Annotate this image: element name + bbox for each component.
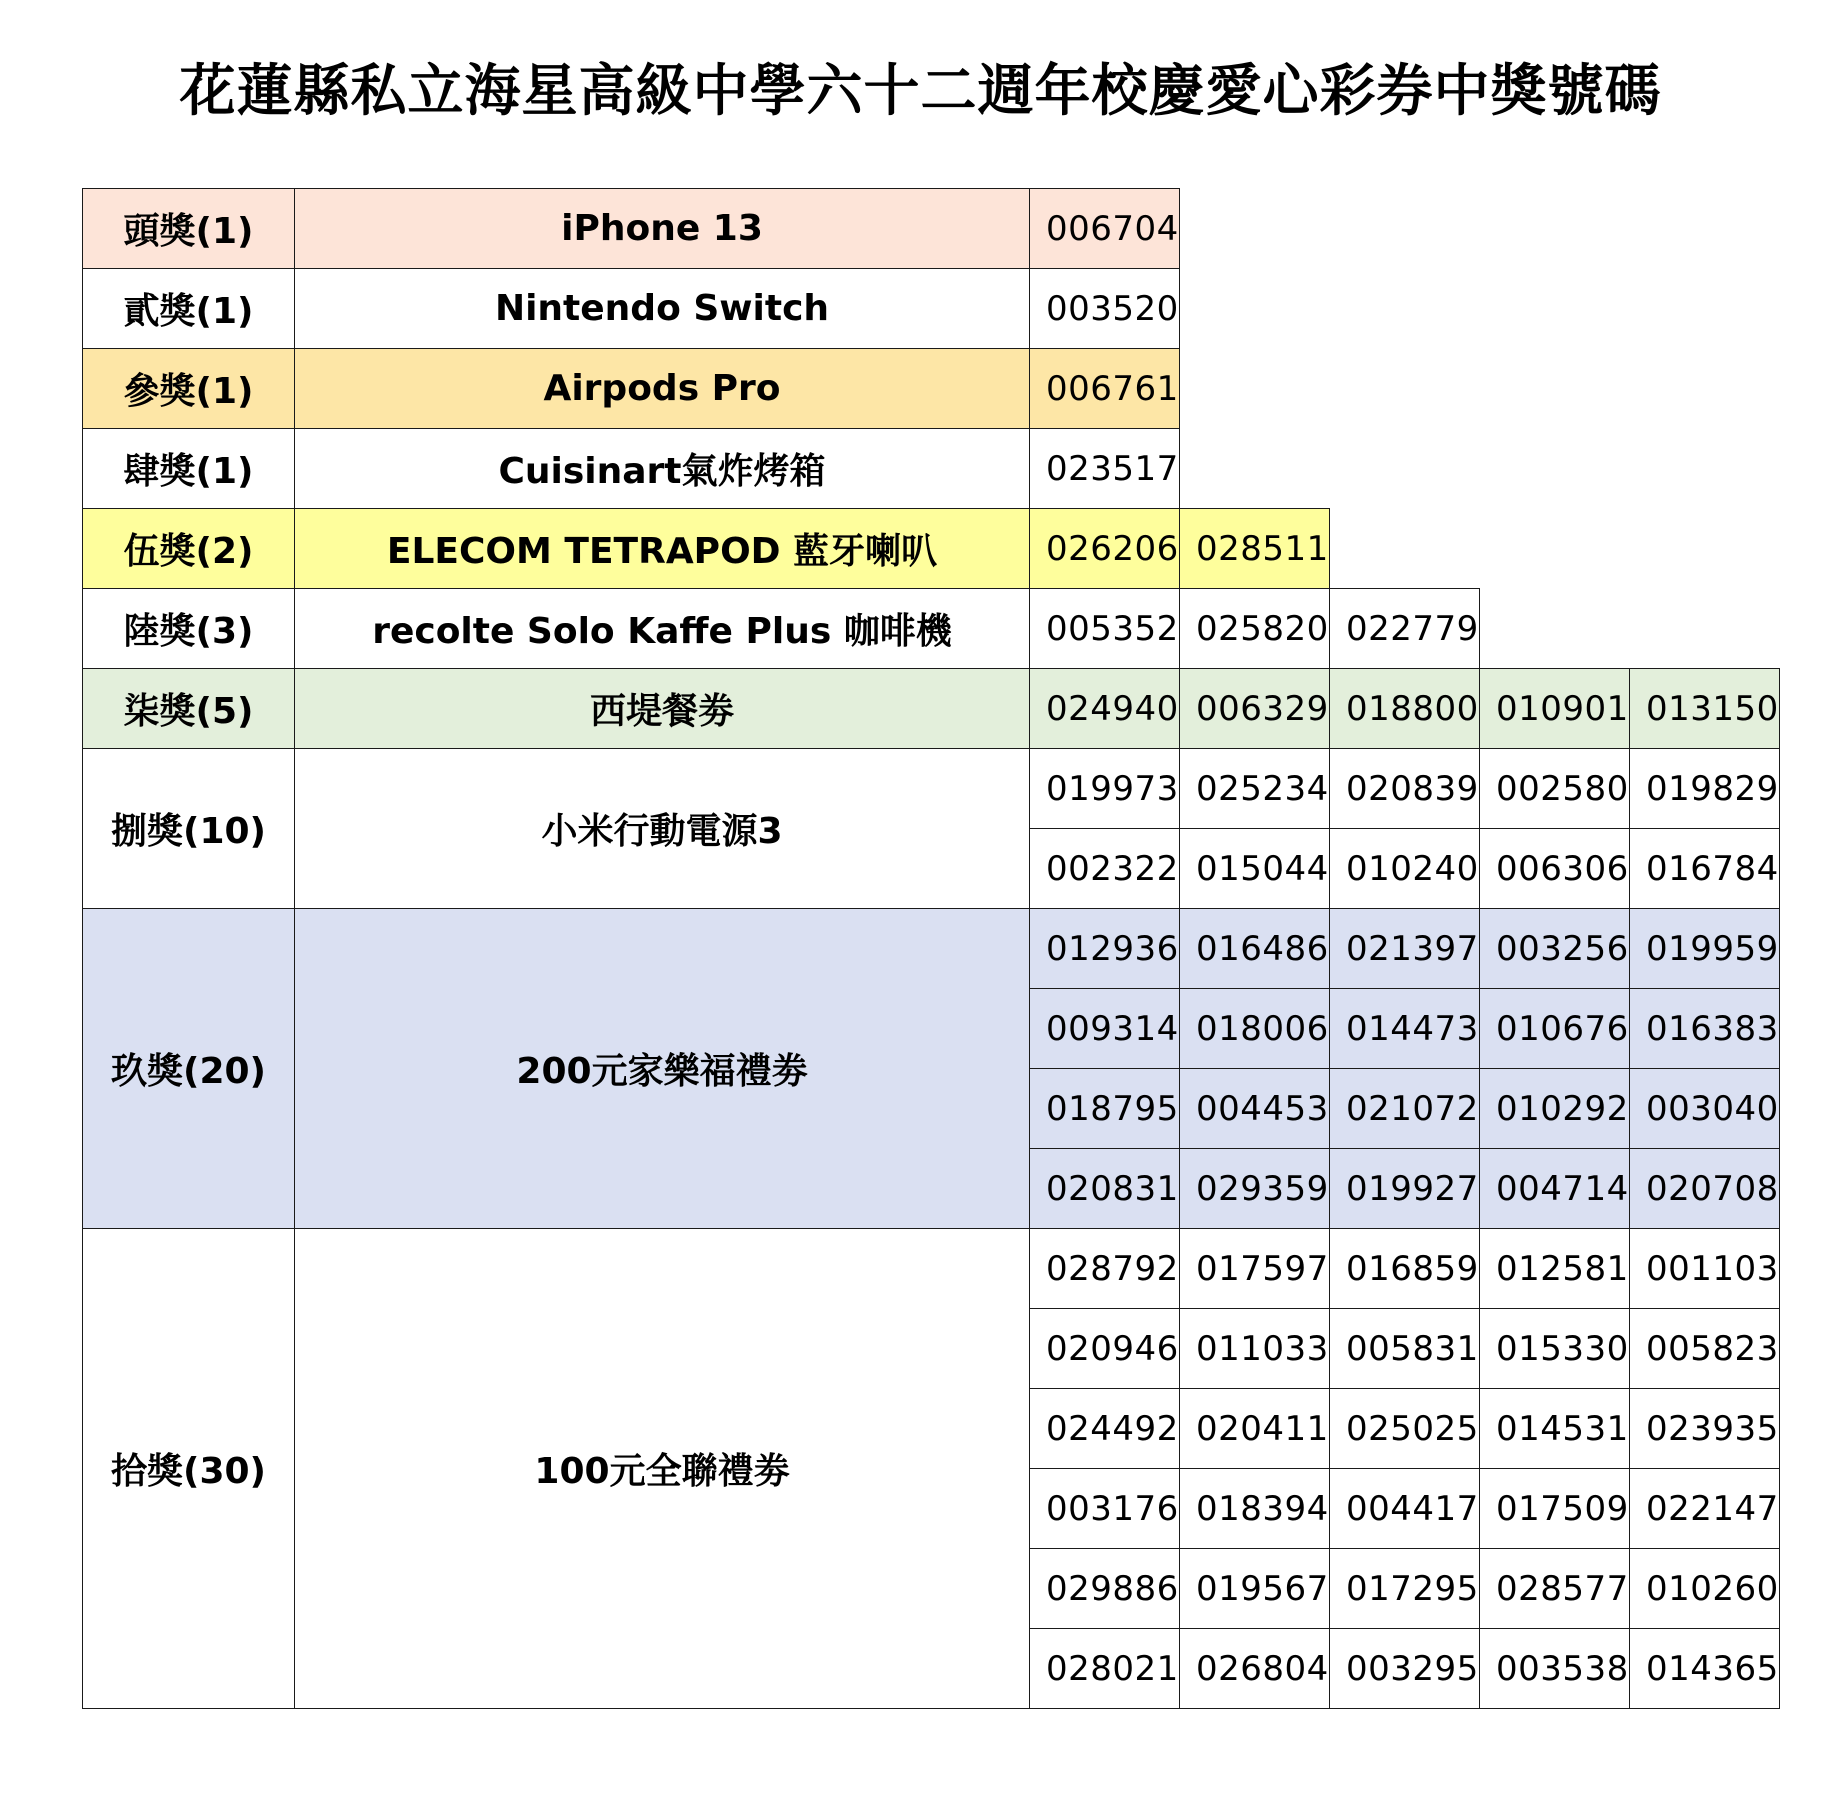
winning-number: 014365 (1630, 1629, 1780, 1709)
winning-number: 010901 (1480, 669, 1630, 749)
winning-number: 022779 (1330, 589, 1480, 669)
winning-number: 016486 (1180, 909, 1330, 989)
winning-number: 020831 (1030, 1149, 1180, 1229)
prize-level: 頭獎(1) (83, 189, 295, 269)
prize-item: iPhone 13 (295, 189, 1030, 269)
winning-number: 020411 (1180, 1389, 1330, 1469)
empty-cell (1330, 349, 1480, 429)
prize-level: 貳獎(1) (83, 269, 295, 349)
winning-number: 024940 (1030, 669, 1180, 749)
winning-number: 020946 (1030, 1309, 1180, 1389)
winning-number: 014473 (1330, 989, 1480, 1069)
winning-number: 028511 (1180, 509, 1330, 589)
winning-number: 012581 (1480, 1229, 1630, 1309)
prize-level: 參獎(1) (83, 349, 295, 429)
table-row (83, 349, 1780, 429)
winning-number: 016784 (1630, 829, 1780, 909)
prize-item: Nintendo Switch (295, 269, 1030, 349)
winning-number: 001103 (1630, 1229, 1780, 1309)
prize-level: 捌獎(10) (83, 749, 295, 909)
empty-cell (1180, 269, 1330, 349)
winning-number: 010676 (1480, 989, 1630, 1069)
empty-cell (1480, 509, 1630, 589)
prize-item: Cuisinart氣炸烤箱 (295, 429, 1030, 509)
winning-number: 015330 (1480, 1309, 1630, 1389)
empty-cell (1330, 429, 1480, 509)
winning-number: 021072 (1330, 1069, 1480, 1149)
winning-number: 022147 (1630, 1469, 1780, 1549)
winning-number: 010240 (1330, 829, 1480, 909)
winning-number: 026206 (1030, 509, 1180, 589)
winning-number: 010292 (1480, 1069, 1630, 1149)
empty-cell (1330, 509, 1480, 589)
winning-number: 028577 (1480, 1549, 1630, 1629)
prize-item: 小米行動電源3 (295, 749, 1030, 909)
winning-number: 029359 (1180, 1149, 1330, 1229)
prize-item: 100元全聯禮劵 (295, 1229, 1030, 1709)
winning-number: 010260 (1630, 1549, 1780, 1629)
empty-cell (1330, 189, 1480, 269)
winning-number: 026804 (1180, 1629, 1330, 1709)
winning-number: 018006 (1180, 989, 1330, 1069)
empty-cell (1630, 269, 1780, 349)
winning-number: 019567 (1180, 1549, 1330, 1629)
winning-number: 019927 (1330, 1149, 1480, 1229)
winning-number: 029886 (1030, 1549, 1180, 1629)
winning-number: 003256 (1480, 909, 1630, 989)
prize-level: 肆獎(1) (83, 429, 295, 509)
winning-number: 002580 (1480, 749, 1630, 829)
empty-cell (1180, 189, 1330, 269)
winning-number: 002322 (1030, 829, 1180, 909)
winning-number: 014531 (1480, 1389, 1630, 1469)
empty-cell (1480, 189, 1630, 269)
winning-number: 020708 (1630, 1149, 1780, 1229)
table-row (83, 509, 1780, 589)
empty-cell (1630, 349, 1780, 429)
winning-number: 003538 (1480, 1629, 1630, 1709)
winning-number: 019829 (1630, 749, 1780, 829)
winning-number: 024492 (1030, 1389, 1180, 1469)
winning-number: 003176 (1030, 1469, 1180, 1549)
winning-number: 017509 (1480, 1469, 1630, 1549)
empty-cell (1180, 429, 1330, 509)
winning-number: 017597 (1180, 1229, 1330, 1309)
prize-level: 柒獎(5) (83, 669, 295, 749)
empty-cell (1480, 269, 1630, 349)
empty-cell (1630, 589, 1780, 669)
winning-number: 011033 (1180, 1309, 1330, 1389)
table-row (83, 1229, 1780, 1309)
winning-number: 003295 (1330, 1629, 1480, 1709)
winning-number: 020839 (1330, 749, 1480, 829)
table-row (83, 429, 1780, 509)
prize-level: 拾獎(30) (83, 1229, 295, 1709)
winning-number: 015044 (1180, 829, 1330, 909)
winning-number: 021397 (1330, 909, 1480, 989)
empty-cell (1330, 269, 1480, 349)
winning-number: 023517 (1030, 429, 1180, 509)
winning-number: 009314 (1030, 989, 1180, 1069)
winning-number: 005831 (1330, 1309, 1480, 1389)
prize-item: ELECOM TETRAPOD 藍牙喇叭 (295, 509, 1030, 589)
winning-number: 019973 (1030, 749, 1180, 829)
empty-cell (1630, 189, 1780, 269)
table-row (83, 749, 1780, 829)
winning-number: 012936 (1030, 909, 1180, 989)
winning-number: 025820 (1180, 589, 1330, 669)
winning-number: 006329 (1180, 669, 1330, 749)
prize-item: Airpods Pro (295, 349, 1030, 429)
winning-number: 005352 (1030, 589, 1180, 669)
winning-number: 017295 (1330, 1549, 1480, 1629)
winning-number: 028792 (1030, 1229, 1180, 1309)
winning-number: 003520 (1030, 269, 1180, 349)
winning-number: 028021 (1030, 1629, 1180, 1709)
empty-cell (1480, 429, 1630, 509)
winning-number: 004714 (1480, 1149, 1630, 1229)
page-title: 花蓮縣私立海星高級中學六十二週年校慶愛心彩券中獎號碼 (179, 59, 1662, 124)
winning-number: 006306 (1480, 829, 1630, 909)
winning-number: 016859 (1330, 1229, 1480, 1309)
winning-number: 025025 (1330, 1389, 1480, 1469)
empty-cell (1630, 429, 1780, 509)
winning-number: 006704 (1030, 189, 1180, 269)
prize-item: 200元家樂福禮劵 (295, 909, 1030, 1229)
winning-numbers-table (82, 188, 1780, 1709)
prize-level: 伍獎(2) (83, 509, 295, 589)
prize-item: 西堤餐劵 (295, 669, 1030, 749)
empty-cell (1480, 349, 1630, 429)
table-row (83, 269, 1780, 349)
empty-cell (1180, 349, 1330, 429)
empty-cell (1630, 509, 1780, 589)
winning-number: 018795 (1030, 1069, 1180, 1149)
prize-level: 陸獎(3) (83, 589, 295, 669)
winning-number: 003040 (1630, 1069, 1780, 1149)
winning-number: 006761 (1030, 349, 1180, 429)
table-row (83, 909, 1780, 989)
winning-number: 004453 (1180, 1069, 1330, 1149)
table-row (83, 189, 1780, 269)
winning-number: 016383 (1630, 989, 1780, 1069)
winning-number: 019959 (1630, 909, 1780, 989)
empty-cell (1480, 589, 1630, 669)
prize-item: recolte Solo Kaffe Plus 咖啡機 (295, 589, 1030, 669)
winning-number: 004417 (1330, 1469, 1480, 1549)
table-row (83, 669, 1780, 749)
winning-number: 025234 (1180, 749, 1330, 829)
winning-number: 013150 (1630, 669, 1780, 749)
winning-number: 023935 (1630, 1389, 1780, 1469)
winning-number: 018800 (1330, 669, 1480, 749)
winning-number: 005823 (1630, 1309, 1780, 1389)
winning-number: 018394 (1180, 1469, 1330, 1549)
table-row (83, 589, 1780, 669)
prize-level: 玖獎(20) (83, 909, 295, 1229)
